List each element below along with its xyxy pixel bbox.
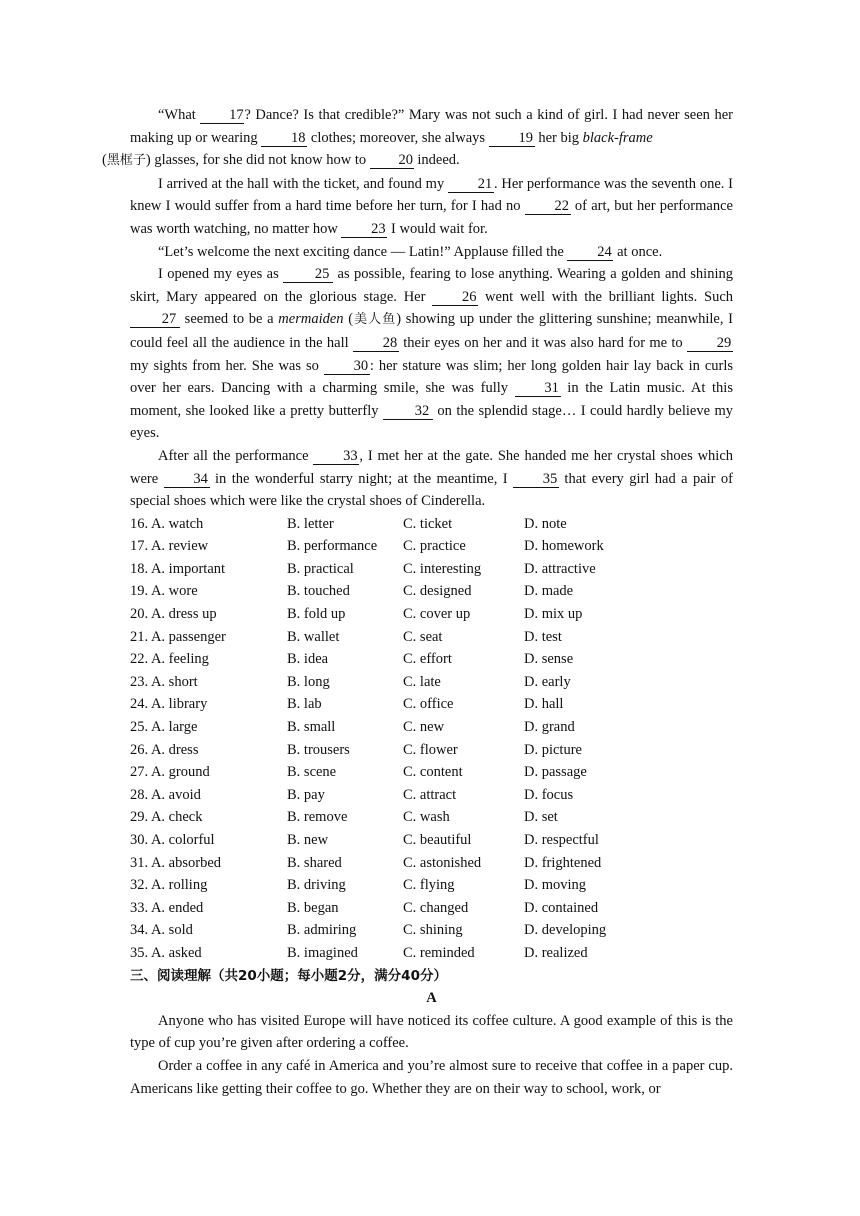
option-choice: B. idea — [287, 651, 329, 668]
option-choice: 29. A. check — [130, 809, 203, 826]
exam-page — [102, 104, 734, 1100]
blank-22: 22 — [525, 199, 571, 215]
option-choice: B. performance — [287, 538, 378, 555]
option-choice: 18. A. important — [130, 560, 226, 577]
option-row — [130, 671, 733, 694]
blank-23: 23 — [341, 222, 387, 238]
blank-34: 34 — [164, 472, 210, 488]
text: ) glasses, for she did not know how to — [145, 152, 370, 169]
option-row — [130, 806, 733, 829]
blank-33: 33 — [313, 449, 359, 465]
option-choice: C. effort — [403, 651, 452, 668]
text: of art, but her performance was worth watching, no matter how — [130, 198, 733, 237]
option-choice: B. driving — [287, 877, 346, 894]
italic-term: black-frame — [582, 129, 653, 146]
option-row — [130, 942, 733, 965]
option-choice: D. respectful — [524, 832, 599, 848]
blank-27: 27 — [130, 312, 180, 328]
option-choice: D. contained — [524, 899, 599, 916]
option-choice: B. practical — [287, 560, 354, 577]
text: ( — [343, 311, 354, 328]
reading-paragraph-1: Anyone who has visited Europe will have noticed its coffee culture. A good example of this is the type of cup you’re given after ordering a coffee. — [130, 1012, 733, 1052]
option-row — [130, 897, 733, 920]
blank-29: 29 — [687, 336, 733, 352]
option-choice: D. mix up — [524, 606, 583, 623]
passage-paragraph-3 — [130, 241, 733, 264]
chinese-gloss: 美人鱼 — [353, 312, 397, 328]
passage-paragraph-4 — [130, 263, 733, 445]
text: her big — [534, 129, 583, 146]
option-choice: 30. A. colorful — [130, 832, 215, 848]
option-choice: C. astonished — [403, 854, 482, 871]
option-choice: 23. A. short — [130, 673, 198, 690]
option-choice: C. ticket — [403, 515, 453, 532]
option-choice: D. sense — [524, 651, 574, 668]
option-row — [130, 648, 733, 671]
option-choice: B. trousers — [287, 741, 350, 758]
option-choice: C. content — [403, 764, 463, 781]
option-choice: 16. A. watch — [130, 515, 204, 532]
option-choice: D. hall — [524, 696, 564, 713]
blank-30: 30 — [324, 359, 370, 375]
option-row — [130, 852, 733, 875]
blank-20: 20 — [370, 153, 414, 169]
blank-28: 28 — [353, 336, 399, 352]
option-choice: 20. A. dress up — [130, 606, 217, 623]
option-choice: 34. A. sold — [130, 922, 193, 939]
option-row — [130, 535, 733, 558]
option-choice: C. beautiful — [403, 832, 472, 848]
answer-options — [130, 513, 733, 965]
option-choice: D. developing — [524, 922, 607, 939]
reading-paragraph-2: Order a coffee in any café in America and you’re almost sure to receive that coffee in a paper cup. Americans like getting their coffee to go. Whether they are on their way to school, work, or — [130, 1057, 733, 1097]
text: , I met her at the gate. She handed me her crystal shoes which were — [130, 447, 734, 487]
option-choice: C. designed — [403, 583, 472, 600]
text: ? Dance? Is that credible?” Mary was not such a kind of girl. I had never seen her making up or wearing — [130, 107, 733, 146]
text: : her stature was slim; her long golden hair lay back in curls over her ears. Dancing with a charming smile, she was fully — [130, 357, 734, 397]
option-choice: D. attractive — [524, 560, 596, 577]
blank-19: 19 — [489, 131, 535, 147]
option-row — [130, 693, 733, 716]
option-choice: C. changed — [403, 899, 469, 916]
option-choice: C. seat — [403, 628, 443, 645]
option-choice: C. flower — [403, 741, 458, 758]
text: seemed to be a — [180, 311, 279, 328]
option-choice: D. passage — [524, 764, 587, 781]
option-choice: C. attract — [403, 786, 457, 803]
option-choice: 32. A. rolling — [130, 877, 208, 894]
text: in the wonderful starry night; at the meantime, I — [209, 470, 514, 487]
option-choice: 21. A. passenger — [130, 628, 226, 645]
option-choice: C. practice — [403, 538, 466, 555]
text: my sights from her. She was so — [130, 357, 324, 374]
option-choice: 35. A. asked — [130, 944, 202, 961]
text: at once. — [613, 243, 663, 260]
text: on the splendid stage… I could hardly believe my eyes. — [130, 402, 733, 442]
option-choice: B. long — [287, 673, 330, 690]
option-choice: D. focus — [524, 786, 574, 803]
text: ) showing up under the glittering sunshine; meanwhile, I could feel all the audience in the hall — [130, 311, 733, 351]
text: clothes; moreover, she always — [307, 129, 489, 146]
option-row — [130, 829, 733, 852]
option-choice: 17. A. review — [130, 538, 209, 555]
option-row — [130, 716, 733, 739]
option-choice: C. interesting — [403, 560, 482, 577]
passage-paragraph-2 — [130, 173, 733, 241]
blank-24: 24 — [567, 245, 613, 261]
blank-18: 18 — [261, 131, 307, 147]
option-choice: B. touched — [287, 583, 350, 600]
option-choice: D. note — [524, 515, 567, 532]
option-choice: B. new — [287, 832, 329, 848]
option-choice: D. grand — [524, 719, 575, 736]
option-choice: C. flying — [403, 877, 455, 894]
option-choice: B. lab — [287, 696, 322, 713]
option-choice: B. pay — [287, 786, 325, 803]
text: that every girl had a pair of special shoes which were like the crystal shoes of Cinderella. — [130, 470, 734, 510]
option-choice: D. homework — [524, 538, 604, 555]
blank-31: 31 — [515, 381, 561, 397]
option-choice: 26. A. dress — [130, 741, 199, 758]
option-choice: 33. A. ended — [130, 899, 204, 916]
text: I would wait for. — [387, 220, 488, 237]
option-choice: 24. A. library — [130, 696, 208, 713]
option-row — [130, 603, 733, 626]
blank-26: 26 — [432, 290, 478, 306]
option-choice: C. shining — [403, 922, 463, 939]
option-choice: C. office — [403, 696, 454, 713]
option-row — [130, 558, 733, 581]
text: . Her performance was the seventh one. I knew I would suffer from a hard time before her turn, for I had no — [130, 175, 733, 215]
option-row — [130, 761, 733, 784]
option-choice: C. reminded — [403, 944, 475, 961]
italic-term: mermaiden — [278, 311, 344, 328]
text: “What — [158, 107, 201, 123]
option-row — [130, 739, 733, 762]
option-choice: 25. A. large — [130, 719, 198, 736]
option-choice: 22. A. feeling — [130, 651, 209, 668]
option-choice: B. scene — [287, 764, 337, 781]
option-row — [130, 784, 733, 807]
option-choice: B. small — [287, 719, 336, 736]
option-row — [130, 513, 733, 536]
blank-25: 25 — [283, 267, 333, 283]
section-heading: 三、阅读理解（共20小题；每小题2分，满分40分） — [130, 967, 447, 984]
text: ( — [102, 152, 107, 169]
option-choice: 31. A. absorbed — [130, 854, 222, 871]
option-row — [130, 919, 733, 942]
passage-label: A — [426, 990, 437, 1007]
text: I arrived at the hall with the ticket, and found my — [158, 175, 448, 192]
option-choice: D. test — [524, 628, 562, 645]
text: I opened my eyes as — [158, 266, 284, 283]
option-choice: D. early — [524, 673, 571, 690]
option-choice: 28. A. avoid — [130, 786, 201, 803]
blank-32: 32 — [383, 404, 433, 420]
option-choice: C. late — [403, 673, 441, 690]
passage-paragraph-5 — [130, 445, 733, 513]
option-choice: B. letter — [287, 515, 334, 532]
option-row — [130, 580, 733, 603]
option-choice: D. moving — [524, 877, 587, 894]
blank-35: 35 — [513, 472, 559, 488]
option-choice: B. admiring — [287, 922, 357, 939]
option-choice: C. new — [403, 719, 445, 736]
blank-17: 17 — [200, 108, 244, 124]
option-choice: B. remove — [287, 809, 348, 826]
text: their eyes on her and it was also hard for me to — [398, 334, 687, 351]
option-choice: B. wallet — [287, 628, 340, 645]
text: went well with the brilliant lights. Such — [478, 288, 734, 305]
option-choice: 19. A. wore — [130, 583, 198, 600]
blank-21: 21 — [448, 177, 494, 193]
option-choice: 27. A. ground — [130, 764, 210, 781]
option-choice: C. wash — [403, 809, 450, 826]
option-choice: B. began — [287, 899, 339, 916]
option-row — [130, 626, 733, 649]
text: “Let’s welcome the next exciting dance — Latin!” Applause filled the — [158, 243, 568, 260]
chinese-gloss: 黑框子 — [106, 153, 146, 169]
option-choice: D. realized — [524, 944, 588, 961]
option-choice: C. cover up — [403, 606, 471, 623]
passage-paragraph-1 — [102, 104, 733, 173]
option-choice: D. set — [524, 809, 558, 826]
option-choice: B. imagined — [287, 944, 358, 961]
option-row — [130, 874, 733, 897]
option-choice: B. shared — [287, 854, 342, 871]
text: as possible, fearing to lose anything. Wearing a golden and shining skirt, Mary appeared on the glorious stage. Her — [130, 266, 733, 305]
option-choice: D. picture — [524, 741, 582, 758]
text: indeed. — [413, 152, 460, 169]
option-choice: D. made — [524, 583, 574, 600]
text: After all the performance — [158, 447, 314, 464]
text: in the Latin music. At this moment, she looked like a pretty butterfly — [130, 380, 733, 419]
option-choice: D. frightened — [524, 854, 602, 871]
option-choice: B. fold up — [287, 606, 346, 623]
